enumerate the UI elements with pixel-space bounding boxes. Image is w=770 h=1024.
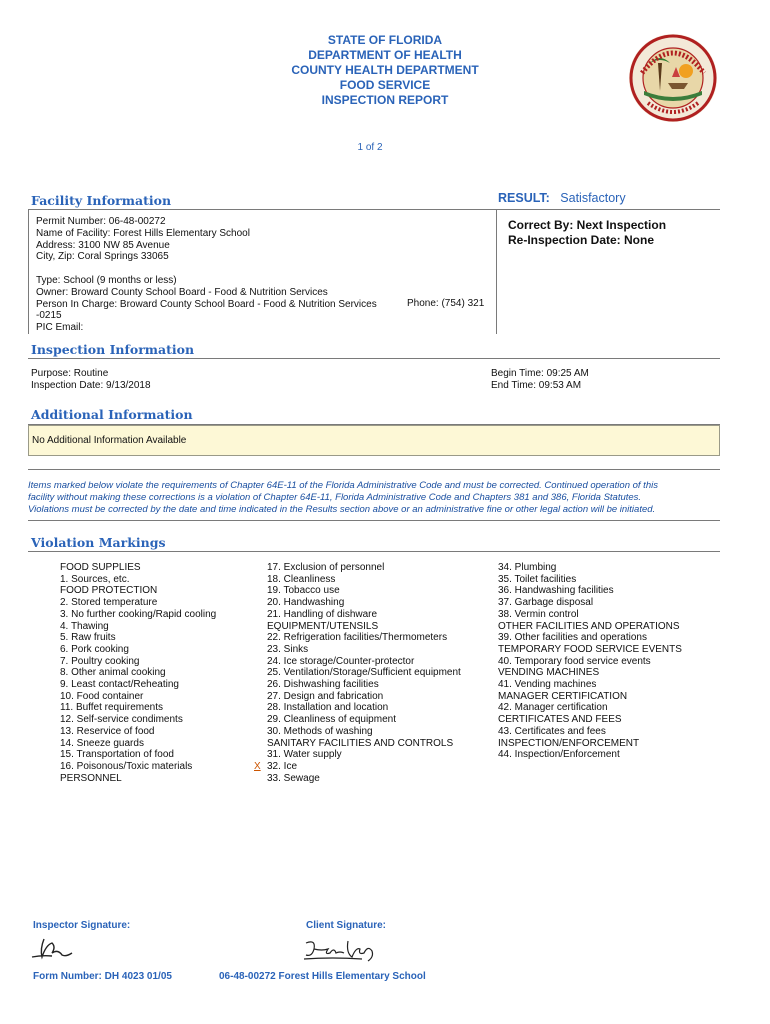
violation-item: 27. Design and fabrication [267, 690, 384, 702]
violations-column-2 [267, 562, 461, 784]
state-seal-icon [628, 33, 718, 123]
inspection-section-title: Inspection Information [31, 342, 195, 357]
violation-item: 14. Sneeze guards [60, 737, 144, 749]
violation-item: EQUIPMENT/UTENSILS [267, 620, 379, 632]
violation-item: 12. Self-service condiments [60, 714, 183, 726]
violation-item: CERTIFICATES AND FEES [498, 714, 622, 726]
violation-item: 25. Ventilation/Storage/Sufficient equipment [267, 667, 461, 679]
violation-item: 42. Manager certification [498, 702, 608, 714]
violation-item: 21. Handling of dishware [267, 608, 378, 620]
facility-address: Address: 3100 NW 85 Avenue [36, 239, 170, 251]
violation-item: 7. Poultry cooking [60, 655, 140, 667]
violation-item: 20. Handwashing [267, 597, 345, 609]
facility-details [36, 216, 496, 263]
page-number: 1 of 2 [357, 142, 383, 153]
correct-by: Correct By: Next Inspection [508, 218, 667, 232]
violation-item: 4. Thawing [60, 620, 109, 632]
violation-item: 15. Transportation of food [60, 749, 174, 761]
client-signature-image [302, 935, 382, 965]
facility-name: Name of Facility: Forest Hills Elementary School [36, 227, 250, 239]
section-divider [28, 209, 720, 210]
facility-city-zip: City, Zip: Coral Springs 33065 [36, 251, 169, 263]
inspector-signature-image [30, 935, 80, 963]
violation-item: 22. Refrigeration facilities/Thermometers [267, 632, 448, 644]
violation-item: 34. Plumbing [498, 562, 557, 573]
violation-item: SANITARY FACILITIES AND CONTROLS [267, 737, 454, 749]
section-divider [28, 358, 720, 359]
violation-item: 44. Inspection/Enforcement [498, 749, 620, 761]
violations-column-1 [60, 562, 216, 784]
header-line: INSPECTION REPORT [321, 93, 449, 107]
violations-column-3 [498, 562, 682, 761]
violation-item: 10. Food container [60, 690, 144, 702]
violation-item: 32. Ice [267, 760, 298, 772]
violation-item: 38. Vermin control [498, 608, 579, 620]
begin-time: Begin Time: 09:25 AM [491, 368, 589, 379]
inspection-left [31, 368, 331, 392]
report-header [200, 33, 570, 108]
person-in-charge: Person In Charge: Broward County School Board - Food & Nutrition Services [36, 298, 377, 310]
violation-item: 43. Certificates and fees [498, 725, 606, 737]
inspector-signature-label: Inspector Signature: [33, 920, 131, 931]
inspection-date: Inspection Date: 9/13/2018 [31, 379, 151, 391]
violation-item: 13. Reservice of food [60, 725, 155, 737]
result-label: RESULT: [498, 191, 550, 205]
notice-line: facility without making these corrections is a violation of Chapter 64E-11, Florida Administrative Code and Chapters 381 and 386, Florida Statutes. [28, 492, 642, 503]
notice-line: Violations must be corrected by the date and time indicated in the Results section above or an administrative fine or other legal action will be initiated. [28, 504, 656, 515]
form-number: Form Number: DH 4023 01/05 [33, 971, 172, 982]
violation-item: 41. Vending machines [498, 679, 597, 691]
inspection-result [498, 191, 626, 205]
facility-owner: Owner: Broward County School Board - Food & Nutrition Services [36, 286, 328, 298]
violation-item: 19. Tobacco use [267, 585, 340, 597]
result-value: Satisfactory [560, 191, 626, 205]
violation-item: VENDING MACHINES [498, 667, 600, 679]
client-signature-label: Client Signature: [306, 920, 387, 931]
violation-item: 11. Buffet requirements [60, 702, 164, 714]
violation-item: 5. Raw fruits [60, 632, 116, 644]
inspection-purpose: Purpose: Routine [31, 368, 109, 379]
violation-item: 6. Pork cooking [60, 643, 129, 655]
violation-item: 28. Installation and location [267, 702, 389, 714]
section-divider [28, 520, 720, 521]
header-line: DEPARTMENT OF HEALTH [308, 48, 462, 62]
header-line: STATE OF FLORIDA [327, 33, 443, 47]
violation-item: FOOD PROTECTION [60, 585, 158, 597]
phone-continued: -0215 [36, 310, 62, 322]
pic-email: PIC Email: [36, 322, 84, 334]
facility-phone: Phone: (754) 321 [407, 298, 485, 309]
violation-item: 36. Handwashing facilities [498, 585, 614, 597]
column-divider [496, 209, 497, 334]
violation-item: 39. Other facilities and operations [498, 632, 647, 644]
violation-item: 35. Toilet facilities [498, 573, 577, 585]
violation-item: 24. Ice storage/Counter-protector [267, 655, 415, 667]
inspection-right [491, 368, 711, 392]
facility-type: Type: School (9 months or less) [36, 275, 177, 286]
violation-item: 31. Water supply [267, 749, 342, 761]
violation-item: 8. Other animal cooking [60, 667, 166, 679]
box-left-border [28, 209, 29, 334]
violation-item: 26. Dishwashing facilities [267, 679, 379, 691]
violation-marked-x: X [254, 761, 261, 772]
permit-number: Permit Number: 06-48-00272 [36, 216, 166, 227]
additional-info-box [28, 425, 720, 456]
violation-item: PERSONNEL [60, 772, 122, 784]
violation-item: 3. No further cooking/Rapid cooling [60, 608, 217, 620]
violation-item: 17. Exclusion of personnel [267, 562, 385, 573]
reinspection-date: Re-Inspection Date: None [508, 233, 655, 247]
violation-item: 16. Poisonous/Toxic materials [60, 760, 193, 772]
violation-item: MANAGER CERTIFICATION [498, 690, 628, 702]
violation-item: 1. Sources, etc. [60, 573, 130, 585]
violation-item: 18. Cleanliness [267, 573, 336, 585]
header-line: COUNTY HEALTH DEPARTMENT [291, 63, 479, 77]
violation-item: 33. Sewage [267, 772, 320, 784]
notice-line: Items marked below violate the requirements of Chapter 64E-11 of the Florida Administrative Code and must be corrected. Continued operation of this [28, 480, 658, 491]
violation-item: FOOD SUPPLIES [60, 562, 141, 573]
violation-item: OTHER FACILITIES AND OPERATIONS [498, 620, 680, 632]
violation-item: 30. Methods of washing [267, 725, 373, 737]
section-divider [28, 551, 720, 552]
violation-item: 40. Temporary food service events [498, 655, 651, 667]
facility-section-title: Facility Information [31, 193, 172, 208]
correction-info [508, 218, 666, 248]
footer-facility-reference: 06-48-00272 Forest Hills Elementary School [219, 971, 426, 982]
violations-section-title: Violation Markings [31, 535, 166, 550]
violation-item: TEMPORARY FOOD SERVICE EVENTS [498, 643, 682, 655]
additional-section-title: Additional Information [31, 407, 193, 422]
header-line: FOOD SERVICE [339, 78, 431, 92]
violation-item: 29. Cleanliness of equipment [267, 714, 396, 726]
violation-item: 23. Sinks [267, 643, 309, 655]
end-time: End Time: 09:53 AM [491, 379, 582, 391]
violation-item: 37. Garbage disposal [498, 597, 594, 609]
violation-item: 9. Least contact/Reheating [60, 679, 179, 691]
violation-item: INSPECTION/ENFORCEMENT [498, 737, 640, 749]
violation-item: 2. Stored temperature [60, 597, 158, 609]
legal-notice [28, 480, 720, 516]
section-divider [28, 469, 720, 470]
additional-info-text: No Additional Information Available [32, 435, 187, 446]
